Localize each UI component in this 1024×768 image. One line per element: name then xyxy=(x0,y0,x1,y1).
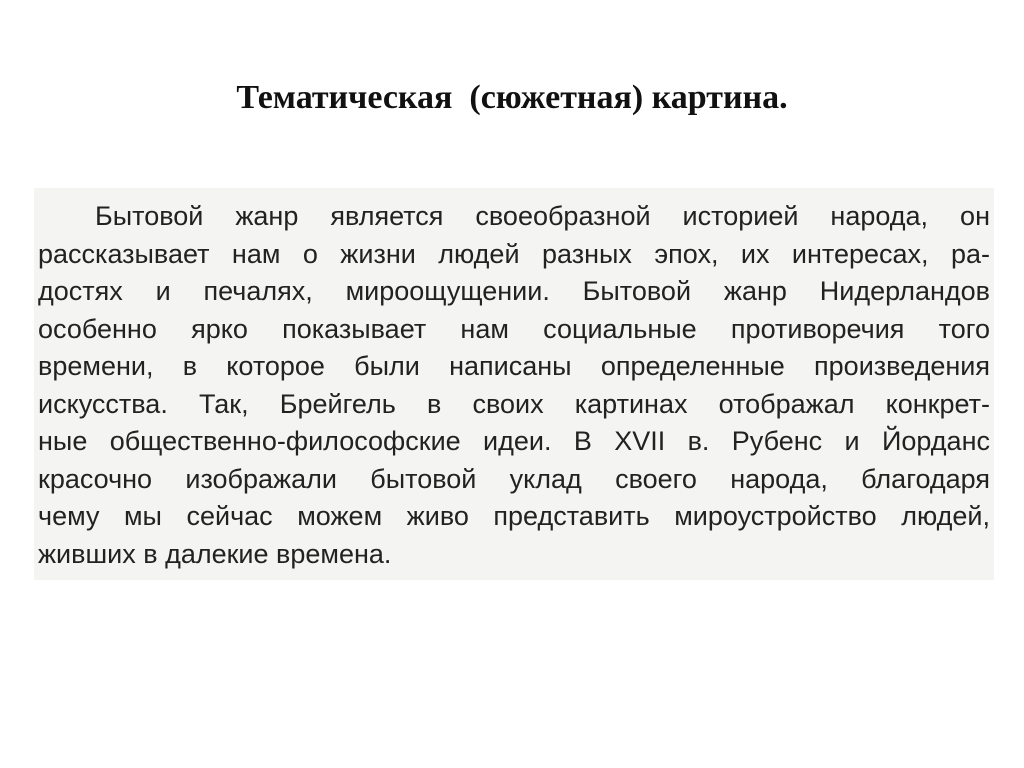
paragraph-line: времени, в которое были написаны определенные произведения xyxy=(38,351,990,381)
paragraph-line: Бытовой жанр является своеобразной историей народа, он xyxy=(95,201,990,231)
paragraph-line: рассказывает нам о жизни людей разных эпох, их интересах, ра- xyxy=(38,238,990,269)
paragraph-line: чему мы сейчас можем живо представить мироустройство людей, xyxy=(38,501,990,531)
paragraph-line: достях и печалях, мироощущении. Бытовой жанр Нидерландов xyxy=(38,276,990,306)
paragraph-line: особенно ярко показывает нам социальные противоречия того xyxy=(38,313,990,344)
slide-title: Тематическая (сюжетная) картина. xyxy=(236,79,788,116)
scanned-text-image xyxy=(34,188,994,580)
paragraph-line: искусства. Так, Брейгель в своих картинах отображал конкрет- xyxy=(38,388,990,419)
body-paragraph xyxy=(38,198,990,573)
paragraph-line: живших в далекие времена. xyxy=(38,538,392,569)
paragraph-line: красочно изображали бытовой уклад своего народа, благодаря xyxy=(38,463,990,494)
paragraph-line: ные общественно-философские идеи. В XVII в. Рубенс и Йорданс xyxy=(38,426,990,456)
